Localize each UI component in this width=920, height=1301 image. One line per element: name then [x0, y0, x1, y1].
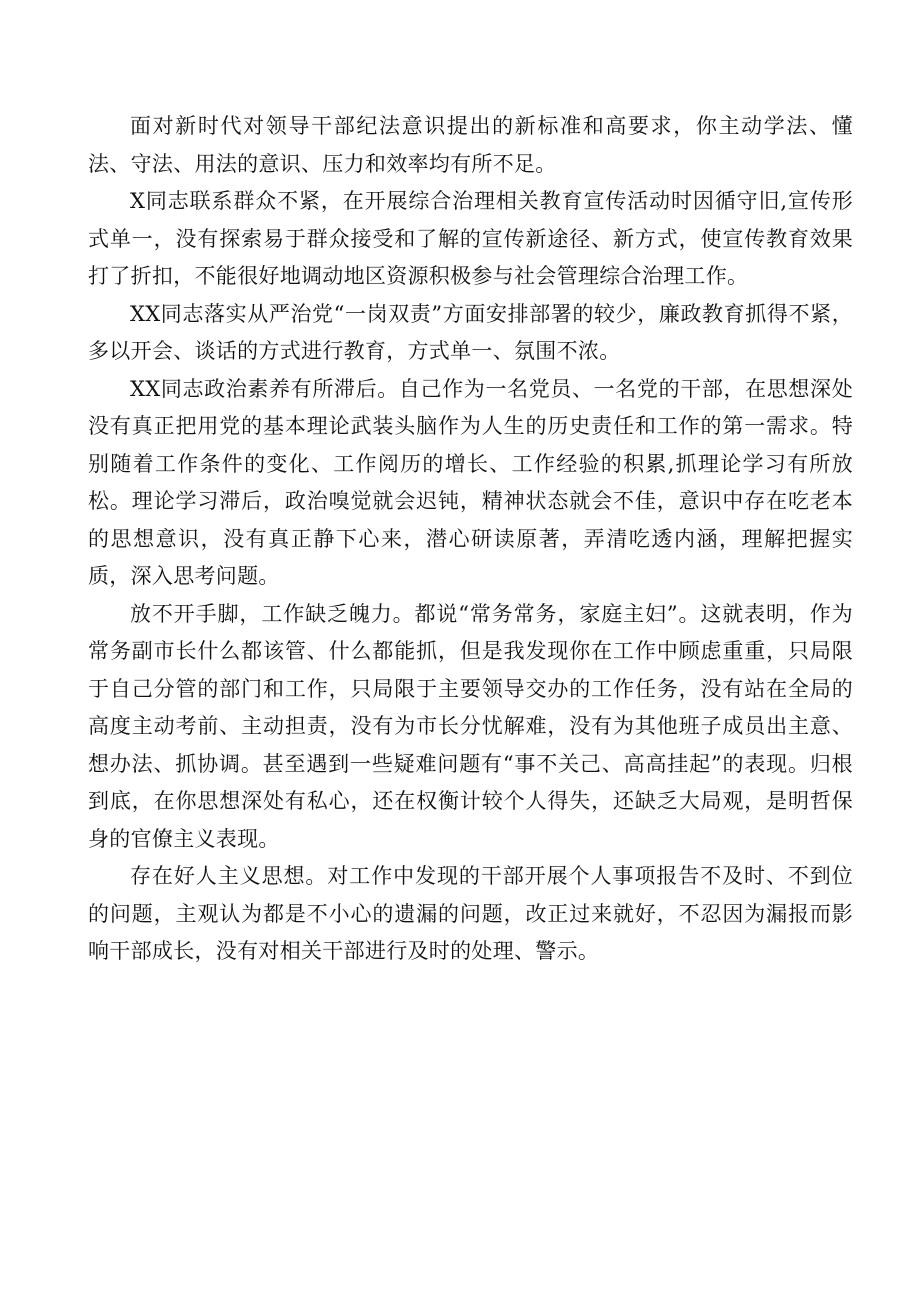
paragraph-3: XX同志落实从严治党“一岗双责”方面安排部署的较少，廉政教育抓得不紧，多以开会、谈话的方式进行教育，方式单一、氛围不浓。 — [88, 301, 853, 363]
paragraph-2: X同志联系群众不紧，在开展综合治理相关教育宣传活动时因循守旧,宣传形式单一，没有探索易于群众接受和了解的宣传新途径、新方式，使宣传教育效果打了折扣，不能很好地调动地区资源积极参与社会管理综合治理工作。 — [88, 189, 853, 288]
paragraph-5: 放不开手脚，工作缺乏魄力。都说“常务常务，家庭主妇”。这就表明，作为常务副市长什么都该管、什么都能抓，但是我发现你在工作中顾虑重重，只局限于自己分管的部门和工作，只局限于主要领导交办的工作任务，没有站在全局的高度主动考前、主动担责，没有为市长分忧解难，没有为其他班子成员出主意、想办法、抓协调。甚至遇到一些疑难问题有“事不关己、高高挂起”的表现。归根到底，在你思想深处有私心，还在权衡计较个人得失，还缺乏大局观，是明哲保身的官僚主义表现。 — [88, 601, 853, 851]
document-body — [88, 108, 853, 971]
paragraph-4: XX同志政治素养有所滞后。自己作为一名党员、一名党的干部，在思想深处没有真正把用党的基本理论武装头脑作为人生的历史责任和工作的第一需求。特别随着工作条件的变化、工作阅历的增长、工作经验的积累,抓理论学习有所放松。理论学习滞后，政治嗅觉就会迟钝，精神状态就会不佳，意识中存在吃老本的思想意识，没有真正静下心来，潜心研读原著，弄清吃透内涵，理解把握实质，深入思考问题。 — [88, 376, 853, 588]
paragraph-1: 面对新时代对领导干部纪法意识提出的新标准和高要求，你主动学法、懂法、守法、用法的意识、压力和效率均有所不足。 — [88, 114, 853, 176]
paragraph-6: 存在好人主义思想。对工作中发现的干部开展个人事项报告不及时、不到位的问题，主观认为都是不小心的遗漏的问题，改正过来就好，不忍因为漏报而影响干部成长，没有对相关干部进行及时的处理、警示。 — [88, 864, 853, 963]
